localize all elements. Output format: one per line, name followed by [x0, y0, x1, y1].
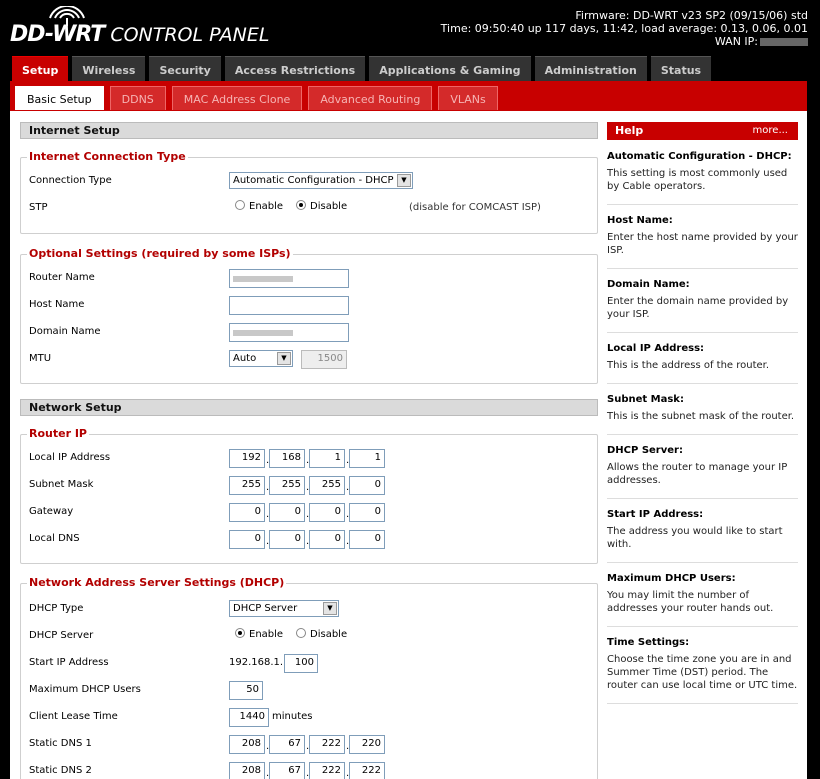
- router-ip-fieldset: [20, 427, 598, 564]
- static-dns2-label: Static DNS 2: [29, 765, 92, 776]
- dhcp-legend: Network Address Server Settings (DHCP): [29, 576, 285, 589]
- dhcp-server-row: [29, 626, 589, 648]
- local-dns-row: Local DNS 0 . 0 . 0 . 0: [29, 529, 589, 551]
- start-ip-label: Start IP Address: [29, 657, 109, 668]
- wan-ip-redacted: [760, 38, 808, 46]
- help-item: [607, 572, 798, 627]
- header: [0, 0, 820, 56]
- local-dns-octet-1[interactable]: 0: [229, 530, 265, 549]
- mtu-label: MTU: [29, 353, 52, 364]
- subnet-octet-4[interactable]: 0: [349, 476, 385, 495]
- mtu-select[interactable]: [229, 350, 293, 367]
- optional-settings-fieldset: [20, 247, 598, 384]
- local-dns-octet-3[interactable]: 0: [309, 530, 345, 549]
- subnet-octet-3[interactable]: 255: [309, 476, 345, 495]
- subnet-mask-label: Subnet Mask: [29, 479, 94, 490]
- help-item-title: Maximum DHCP Users:: [607, 573, 736, 584]
- dhcp-server-disable-radio[interactable]: [296, 628, 347, 640]
- tab-setup[interactable]: Setup: [12, 56, 68, 81]
- tab-security[interactable]: Security: [149, 56, 220, 81]
- start-ip-input[interactable]: 100: [284, 654, 318, 673]
- help-more-link[interactable]: more...: [752, 125, 788, 136]
- dhcp-type-row: [29, 599, 589, 621]
- help-item-title: Domain Name:: [607, 279, 690, 290]
- uptime-text: Time: 09:50:40 up 117 days, 11:42, load average: 0.13, 0.06, 0.01: [440, 22, 808, 35]
- static-dns1-octet-2[interactable]: 67: [269, 735, 305, 754]
- help-item: [607, 342, 798, 384]
- client-lease-row: [29, 707, 589, 729]
- wan-ip: [441, 35, 808, 48]
- help-item-desc: Enter the host name provided by your ISP.: [607, 232, 798, 256]
- static-dns1-octet-3[interactable]: 222: [309, 735, 345, 754]
- subnet-mask-row: Subnet Mask 255 . 255 . 255 . 0: [29, 475, 589, 497]
- logo-sub: CONTROL PANEL: [110, 24, 270, 46]
- main-tabs: [12, 56, 715, 81]
- help-item-title: Subnet Mask:: [607, 394, 684, 405]
- mtu-value-input: 1500: [301, 350, 347, 369]
- help-item-title: Host Name:: [607, 215, 673, 226]
- help-item-desc: The address you would like to start with.: [607, 526, 783, 550]
- mtu-mode-value: Auto: [233, 353, 257, 364]
- domain-name-label: Domain Name: [29, 326, 101, 337]
- help-header: [607, 122, 798, 140]
- tab-administration[interactable]: Administration: [535, 56, 647, 81]
- gateway-row: Gateway 0 . 0 . 0 . 0: [29, 502, 589, 524]
- tab-wireless[interactable]: Wireless: [72, 56, 145, 81]
- help-item-desc: Allows the router to manage your IP addresses.: [607, 462, 788, 486]
- router-name-label: Router Name: [29, 272, 95, 283]
- local-ip-octet-1[interactable]: 192: [229, 449, 265, 468]
- dhcp-type-value: DHCP Server: [233, 603, 298, 614]
- max-dhcp-users-label: Maximum DHCP Users: [29, 684, 141, 695]
- router-name-row: [29, 268, 589, 290]
- help-item-title: Start IP Address:: [607, 509, 704, 520]
- host-name-row: [29, 295, 589, 317]
- dhcp-type-label: DHCP Type: [29, 603, 84, 614]
- subnet-octet-1[interactable]: 255: [229, 476, 265, 495]
- help-item-title: DHCP Server:: [607, 445, 683, 456]
- static-dns1-row: Static DNS 1 208 . 67 . 222 . 220: [29, 734, 589, 756]
- stp-enable-radio[interactable]: [235, 200, 283, 212]
- help-item: [607, 150, 798, 205]
- help-item-title: Local IP Address:: [607, 343, 705, 354]
- connection-type-value: Automatic Configuration - DHCP: [233, 175, 394, 186]
- help-item: [607, 636, 798, 704]
- static-dns2-octet-4[interactable]: 222: [349, 762, 385, 779]
- stp-enable-label: Enable: [249, 201, 284, 212]
- start-ip-row: [29, 653, 589, 675]
- dhcp-type-select[interactable]: [229, 600, 339, 617]
- subtab-ddns[interactable]: DDNS: [110, 86, 166, 110]
- radio-checked-icon: [235, 628, 245, 638]
- help-item: [607, 508, 798, 563]
- subtab-basic-setup[interactable]: Basic Setup: [15, 86, 104, 110]
- router-name-redacted: [233, 276, 293, 282]
- gateway-octet-2[interactable]: 0: [269, 503, 305, 522]
- dhcp-server-enable-label: Enable: [249, 629, 284, 640]
- optional-settings-legend: Optional Settings (required by some ISPs): [29, 247, 291, 260]
- chevron-down-icon: ▼: [323, 602, 337, 615]
- host-name-label: Host Name: [29, 299, 85, 310]
- static-dns1-octet-4[interactable]: 220: [349, 735, 385, 754]
- tab-status[interactable]: Status: [651, 56, 711, 81]
- gateway-octet-1[interactable]: 0: [229, 503, 265, 522]
- help-item-title: Time Settings:: [607, 637, 690, 648]
- domain-name-input[interactable]: [229, 323, 349, 342]
- gateway-octet-4[interactable]: 0: [349, 503, 385, 522]
- dhcp-server-disable-label: Disable: [310, 629, 348, 640]
- local-ip-label: Local IP Address: [29, 452, 111, 463]
- network-setup-heading: Network Setup: [20, 399, 598, 416]
- radio-icon: [235, 200, 245, 210]
- subtab-mac-address-clone[interactable]: MAC Address Clone: [172, 86, 303, 110]
- stp-label: STP: [29, 202, 48, 213]
- connection-type-label: Connection Type: [29, 175, 112, 186]
- local-dns-octet-2[interactable]: 0: [269, 530, 305, 549]
- radio-icon: [296, 628, 306, 638]
- radio-checked-icon: [296, 200, 306, 210]
- chevron-down-icon: ▼: [397, 174, 411, 187]
- subtab-advanced-routing[interactable]: Advanced Routing: [308, 86, 432, 110]
- static-dns2-row: Static DNS 2 208 . 67 . 222 . 222: [29, 761, 589, 779]
- start-ip-prefix: 192.168.1.: [229, 657, 284, 668]
- help-item: [607, 444, 798, 499]
- tab-access-restrictions[interactable]: Access Restrictions: [225, 56, 365, 81]
- chevron-down-icon: ▼: [277, 352, 291, 365]
- static-dns2-octet-3[interactable]: 222: [309, 762, 345, 779]
- help-item-desc: Enter the domain name provided by your ISP.: [607, 296, 789, 320]
- client-lease-input[interactable]: 1440: [229, 708, 269, 727]
- subnet-octet-2[interactable]: 255: [269, 476, 305, 495]
- help-item-desc: This is the address of the router.: [607, 360, 770, 371]
- domain-name-row: [29, 322, 589, 344]
- help-item-title: Automatic Configuration - DHCP:: [607, 151, 792, 162]
- stp-disable-label: Disable: [310, 201, 348, 212]
- gateway-octet-3[interactable]: 0: [309, 503, 345, 522]
- mtu-row: [29, 349, 589, 371]
- help-item-desc: This is the subnet mask of the router.: [607, 411, 795, 422]
- domain-name-redacted: [233, 330, 293, 336]
- connection-type-fieldset: [20, 150, 598, 234]
- stp-row: [29, 198, 589, 220]
- client-lease-unit: minutes: [272, 711, 313, 722]
- local-ip-octet-4[interactable]: 1: [349, 449, 385, 468]
- local-dns-octet-4[interactable]: 0: [349, 530, 385, 549]
- help-title: Help: [615, 124, 644, 137]
- connection-type-legend: Internet Connection Type: [29, 150, 186, 163]
- help-item: [607, 278, 798, 333]
- help-item-desc: This setting is most commonly used by Cable operators.: [607, 168, 788, 192]
- static-dns1-octet-1[interactable]: 208: [229, 735, 265, 754]
- system-info: [441, 9, 808, 48]
- connection-type-row: [29, 171, 589, 193]
- logo: [10, 22, 269, 47]
- help-item-desc: Choose the time zone you are in and Summer Time (DST) period. The router can use local time or UTC time.: [607, 654, 798, 691]
- local-ip-octet-2[interactable]: 168: [269, 449, 305, 468]
- sub-tabs: [15, 86, 504, 110]
- max-dhcp-users-input[interactable]: 50: [229, 681, 263, 700]
- dhcp-server-label: DHCP Server: [29, 630, 94, 641]
- connection-type-select[interactable]: [229, 172, 413, 189]
- subtab-vlans[interactable]: VLANs: [438, 86, 497, 110]
- stp-note: (disable for COMCAST ISP): [409, 202, 541, 213]
- static-dns2-octet-1[interactable]: 208: [229, 762, 265, 779]
- local-dns-label: Local DNS: [29, 533, 80, 544]
- router-name-input[interactable]: [229, 269, 349, 288]
- tab-applications-gaming[interactable]: Applications & Gaming: [369, 56, 530, 81]
- static-dns2-octet-2[interactable]: 67: [269, 762, 305, 779]
- wan-ip-label: WAN IP:: [714, 35, 758, 48]
- local-ip-row: Local IP Address 192 . 168 . 1 . 1: [29, 448, 589, 470]
- help-item-desc: You may limit the number of addresses your router hands out.: [607, 590, 774, 614]
- dhcp-server-enable-radio[interactable]: [235, 628, 283, 640]
- gateway-label: Gateway: [29, 506, 74, 517]
- static-dns1-label: Static DNS 1: [29, 738, 92, 749]
- help-item: [607, 214, 798, 269]
- client-lease-label: Client Lease Time: [29, 711, 118, 722]
- local-ip-octet-3[interactable]: 1: [309, 449, 345, 468]
- logo-main: DD-WRT: [10, 22, 105, 47]
- firmware-text: Firmware: DD-WRT v23 SP2 (09/15/06) std: [575, 9, 808, 22]
- dhcp-fieldset: [20, 576, 598, 779]
- router-ip-legend: Router IP: [29, 427, 87, 440]
- help-item: [607, 393, 798, 435]
- stp-disable-radio[interactable]: [296, 200, 347, 212]
- host-name-input[interactable]: [229, 296, 349, 315]
- internet-setup-heading: Internet Setup: [20, 122, 598, 139]
- max-dhcp-users-row: [29, 680, 589, 702]
